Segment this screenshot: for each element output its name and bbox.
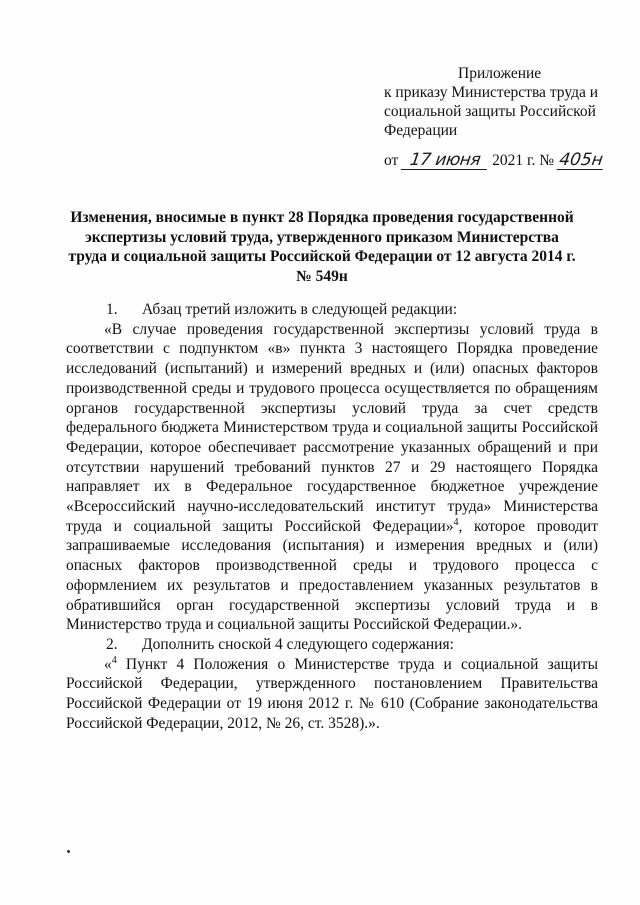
document-body xyxy=(66,300,598,733)
item-text: Дополнить сноской 4 следующего содержания: xyxy=(142,635,454,653)
order-prefix: от xyxy=(384,152,399,169)
scan-speck xyxy=(67,850,70,853)
appendix-block xyxy=(384,64,624,140)
document-title: Изменения, вносимые в пункт 28 Порядка проведения государственной экспертизы условий труда, утвержденного приказом Министерства труда и социальной защиты Российской Федерации от 12 августа 2014 г. № 549н xyxy=(68,209,576,285)
order-number-handwritten: 405н xyxy=(557,150,605,170)
footnote-text: Пункт 4 Положения о Министерстве труда и социальной защиты Российской Федерации, утвержденного постановлением Правительства Российской Федерации от 19 июня 2012 г. № 610 (Собрание законодательства Российской Федерации, 2012, № 26, ст. 3528).». xyxy=(66,655,598,732)
order-year: 2021 г. № xyxy=(492,152,555,169)
list-item xyxy=(66,635,598,655)
item-number: 1. xyxy=(106,301,118,318)
item-number: 2. xyxy=(106,635,118,653)
paragraph-text: , которое проводит запрашиваемые исследования (испытания) и измерения вредных и (или) опасных факторов производственной среды и трудового процесса с оформлением их результатов и предоставлением указанных результатов в обратившийся орган государственной экспертизы условий труда и в Министерство труда и социальной защиты Российской Федерации.». xyxy=(66,517,598,634)
footnote-paragraph xyxy=(66,655,598,734)
appendix-line: социальной защиты Российской xyxy=(384,103,596,120)
order-date-handwritten: 17 июня xyxy=(401,151,490,170)
item-text: Абзац третий изложить в следующей редакции: xyxy=(142,301,458,318)
order-reference xyxy=(384,150,604,172)
footnote-marker: 4 xyxy=(453,516,459,528)
footnote-open-quote: « xyxy=(104,655,112,673)
appendix-line: Приложение xyxy=(458,65,542,82)
list-item xyxy=(66,300,598,320)
paragraph-text: «В случае проведения государственной экспертизы условий труда в соответствии с подпунктом «в» пункта 3 настоящего Порядка проведение исследований (испытаний) и измерений вредных и (или) опасных факторов производственной среды и трудового процесса осуществляется по обращениям органов государственной экспертизы условий труда за счет средств федерального бюджета Министерством труда и социальной защиты Российской Федерации, которое обеспечивает рассмотрение указанных обращений и при отсутствии нарушений требований пунктов 27 и 29 настоящего Порядка направляет их в Федеральное государственное бюджетное учреждение «Всероссийский научно-исследовательский институт труда» Министерства труда и социальной защиты Российской Федерации» xyxy=(66,320,598,535)
footnote-marker: 4 xyxy=(111,654,117,666)
appendix-line: к приказу Министерства труда и xyxy=(384,84,599,101)
amended-paragraph xyxy=(66,320,598,635)
appendix-line: Федерации xyxy=(384,122,458,139)
